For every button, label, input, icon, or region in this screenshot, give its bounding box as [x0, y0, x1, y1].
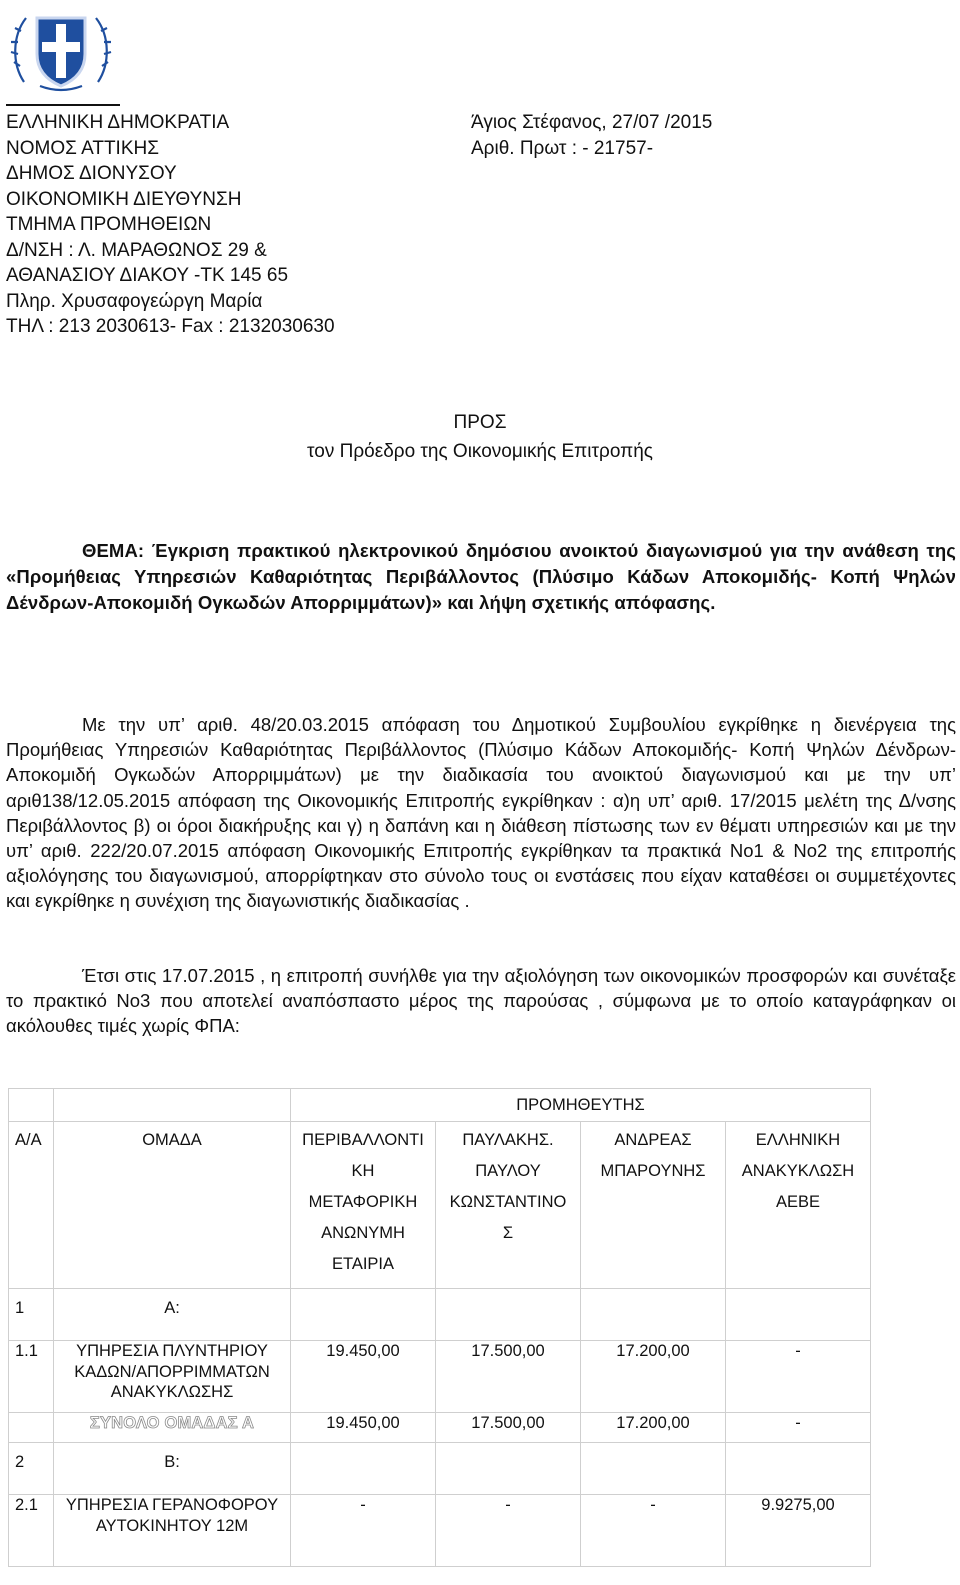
protocol-number: Αριθ. Πρωτ : - 21757-: [471, 137, 654, 159]
table-cell: [54, 1089, 291, 1122]
item-label: ΥΠΗΡΕΣΙΑ ΠΛΥΝΤΗΡΙΟΥ ΚΑΔΩΝ/ΑΠΟΡΡΙΜΜΑΤΩΝ ΑΝΑΚΥΚΛΩΣΗΣ: [54, 1341, 291, 1413]
subtotal-cell: 17.200,00: [581, 1413, 726, 1443]
supplier-name-line: ΑΕΒΕ: [775, 1193, 821, 1211]
supplier-name-line: ΑΝΔΡΕΑΣ: [614, 1131, 692, 1149]
supplier-name-line: Σ: [502, 1224, 514, 1242]
body-paragraph-1: [6, 712, 956, 914]
supplier-name-line: ΠΑΥΛΟΥ: [475, 1162, 541, 1180]
table-cell: [291, 1289, 436, 1341]
supplier-name-line: ΠΕΡΙΒΑΛΛΟΝΤΙ: [302, 1131, 424, 1149]
supplier-name-line: ΑΝΑΚΥΚΛΩΣΗ: [741, 1162, 855, 1180]
place-date: Άγιος Στέφανος, 27/07 /2015: [471, 112, 713, 133]
supplier-1-name: [291, 1122, 436, 1289]
table-row: [9, 1122, 871, 1289]
sender-block: [6, 110, 335, 340]
table-cell: [726, 1289, 871, 1341]
price-cell: -: [291, 1495, 436, 1567]
price-cell: 9.9275,00: [726, 1495, 871, 1567]
row-aa: 1: [9, 1289, 54, 1341]
sender-line: ΟΙΚΟΝΟΜΙΚΗ ΔΙΕΥΘΥΝΣΗ: [6, 188, 242, 210]
table-cell: [436, 1289, 581, 1341]
sender-line: ΕΛΛΗΝΙΚΗ ΔΗΜΟΚΡΑΤΙΑ: [6, 112, 230, 133]
sender-line: ΝΟΜΟΣ ΑΤΤΙΚΗΣ: [6, 137, 159, 159]
supplier-header: ΠΡΟΜΗΘΕΥΤΗΣ: [291, 1089, 871, 1122]
supplier-name-line: ΕΛΛΗΝΙΚΗ: [755, 1131, 841, 1149]
col-aa-header: Α/Α: [9, 1122, 54, 1289]
sender-line: ΤΜΗΜΑ ΠΡΟΜΗΘΕΙΩΝ: [6, 214, 212, 235]
group-label: Α:: [54, 1289, 291, 1341]
price-cell: 19.450,00: [291, 1341, 436, 1413]
recipient-label: ΠΡΟΣ: [453, 412, 507, 433]
table-cell: [9, 1089, 54, 1122]
table-row: [9, 1341, 871, 1413]
table-row: [9, 1413, 871, 1443]
recipient-name: τον Πρόεδρο της Οικονομικής Επιτροπής: [307, 441, 653, 462]
supplier-4-name: [726, 1122, 871, 1289]
row-aa: 2: [9, 1443, 54, 1495]
paragraph-text: Έτσι στις 17.07.2015 , η επιτροπή συνήλθε για την αξιολόγηση των οικονομικών προσφορών και συνέταξε το πρακτικό Νο3 που αποτελεί αναπόσπαστο μέρος της παρούσας , σύμφωνα με το οποίο καταγράφηκαν οι ακόλουθες τιμές χωρίς ΦΠΑ:: [6, 965, 956, 1037]
table-cell: [436, 1443, 581, 1495]
sender-line: Πληρ. Χρυσαφογεώργη Μαρία: [6, 290, 263, 312]
recipient-block: [0, 408, 960, 466]
supplier-2-name: [436, 1122, 581, 1289]
supplier-name-line: ΚΩΝΣΤΑΝΤΙΝΟ: [449, 1193, 567, 1211]
sender-line: Δ/ΝΣΗ : Λ. ΜΑΡΑΘΩΝΟΣ 29 &: [6, 239, 267, 261]
table-row: [9, 1289, 871, 1341]
price-cell: -: [726, 1341, 871, 1413]
supplier-3-name: [581, 1122, 726, 1289]
supplier-name-line: ΚΗ: [351, 1162, 375, 1180]
sender-line: ΑΘΑΝΑΣΙΟΥ ΔΙΑΚΟΥ -ΤΚ 145 65: [6, 265, 289, 286]
group-label: Β:: [54, 1443, 291, 1495]
row-aa: 1.1: [9, 1341, 54, 1413]
supplier-name-line: ΠΑΥΛΑΚΗΣ.: [462, 1131, 554, 1149]
col-group-header: ΟΜΑΔΑ: [54, 1122, 291, 1289]
body-paragraph-2: [6, 963, 956, 1039]
table-cell: [726, 1443, 871, 1495]
subtotal-label: ΣΥΝΟΛΟ ΟΜΑΔΑΣ Α: [54, 1413, 291, 1443]
table-cell: [581, 1443, 726, 1495]
price-cell: -: [581, 1495, 726, 1567]
table-cell: [291, 1443, 436, 1495]
offers-table: [8, 1088, 871, 1567]
price-cell: 17.500,00: [436, 1341, 581, 1413]
subtotal-cell: -: [726, 1413, 871, 1443]
table-row: [9, 1443, 871, 1495]
table-row: [9, 1089, 871, 1122]
paragraph-text: Με την υπ’ αριθ. 48/20.03.2015 απόφαση του Δημοτικού Συμβουλίου εγκρίθηκε η διενέργεια της Προμήθειας Υπηρεσιών Καθαριότητας Περιβάλλοντος (Πλύσιμο Κάδων Αποκομιδής- Κοπή Ψηλών Δένδρων-Αποκομιδή Ογκωδών Απορριμμάτων) με την διαδικασία του ανοικτού διαγωνισμού και με την υπ’ αριθ138/12.05.2015 απόφαση της Οικονομικής Επιτροπής εγκρίθηκαν : α)η υπ’ αριθ. 17/2015 μελέτη της Δ/νσης Περιβάλλοντος β) οι όροι διακήρυξης και γ) η δαπάνη και η διάθεση πίστωσης των εν θέματι υπηρεσιών και με την υπ’ αριθ. 222/20.07.2015 απόφαση Οικονομικής Επιτροπής εγκρίθηκαν τα πρακτικά Νο1 & Νο2 της επιτροπής αξιολόγησης του διαγωνισμού, απορρίφτηκαν στο σύνολο τους οι ενστάσεις που είχαν καταθέσει οι συμμετέχοντες και εγκρίθηκε η συνέχιση της διαγωνιστικής διαδικασίας .: [6, 714, 956, 912]
row-aa: 2.1: [9, 1495, 54, 1567]
supplier-name-line: ΑΝΩΝΥΜΗ: [321, 1224, 405, 1242]
price-cell: 17.200,00: [581, 1341, 726, 1413]
header-rule: [6, 104, 120, 106]
sender-line: ΔΗΜΟΣ ΔΙΟΝΥΣΟΥ: [6, 163, 177, 184]
supplier-name-line: ΕΤΑΙΡΙΑ: [331, 1255, 395, 1273]
subject-text: ΘΕΜΑ: Έγκριση πρακτικού ηλεκτρονικού δημόσιου ανοικτού διαγωνισμού για την ανάθεση της «Προμήθειας Υπηρεσιών Καθαριότητας Περιβάλλοντος (Πλύσιμο Κάδων Αποκομιδής- Κοπή Ψηλών Δένδρων-Αποκομιδή Ογκωδών Απορριμμάτων)» και λήψη σχετικής απόφασης.: [6, 540, 956, 613]
subtotal-cell: 17.500,00: [436, 1413, 581, 1443]
date-protocol-block: [471, 110, 712, 161]
price-cell: -: [436, 1495, 581, 1567]
table-row: [9, 1495, 871, 1567]
supplier-name-line: ΜΕΤΑΦΟΡΙΚΗ: [308, 1193, 418, 1211]
coat-of-arms-emblem: [10, 2, 112, 94]
subtotal-cell: 19.450,00: [291, 1413, 436, 1443]
item-label: ΥΠΗΡΕΣΙΑ ΓΕΡΑΝΟΦΟΡΟΥ ΑΥΤΟΚΙΝΗΤΟΥ 12Μ: [54, 1495, 291, 1567]
subject-paragraph: [6, 538, 956, 616]
table-cell: [581, 1289, 726, 1341]
sender-line: ΤΗΛ : 213 2030613- Fax : 2132030630: [6, 316, 335, 337]
supplier-name-line: ΜΠΑΡΟΥΝΗΣ: [600, 1162, 706, 1180]
table-cell: [9, 1413, 54, 1443]
